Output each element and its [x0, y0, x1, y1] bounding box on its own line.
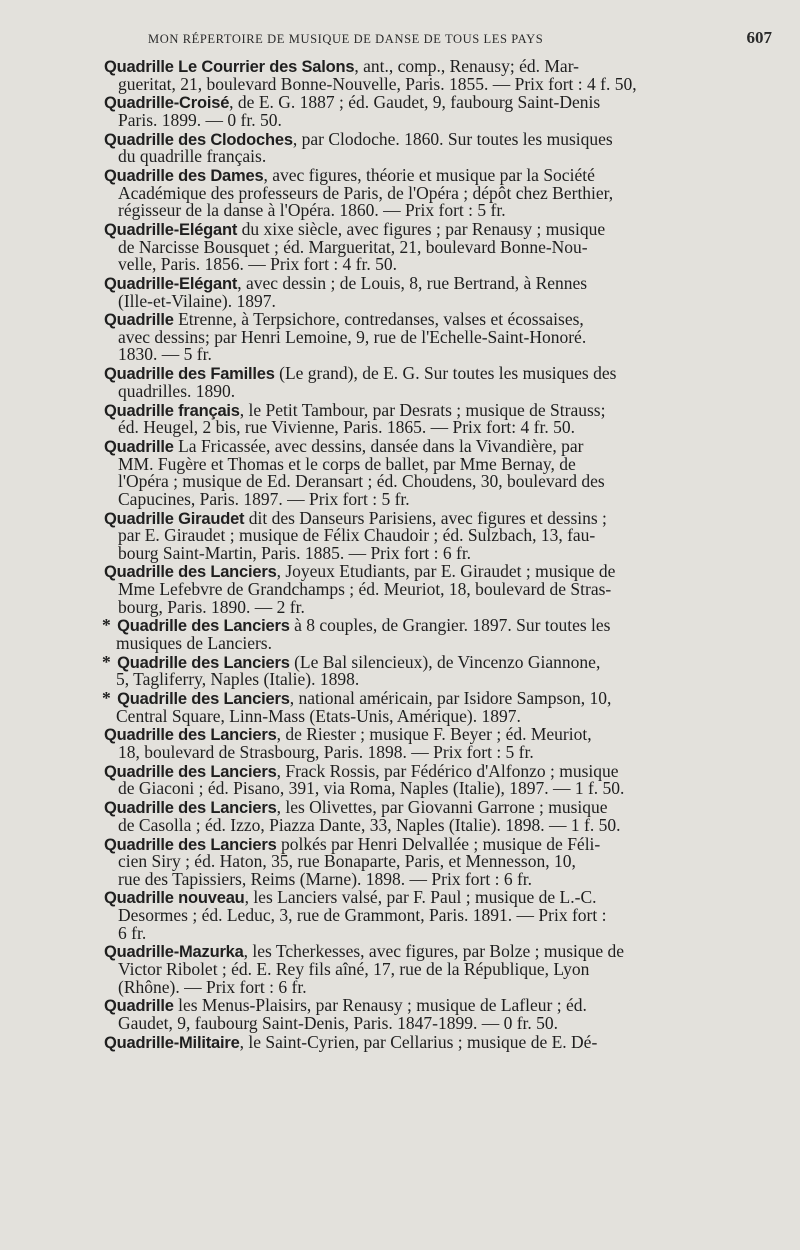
entry-text: Etrenne, à Terpsichore, contredanses, valses et écossaises, — [173, 309, 584, 330]
entry-headword: Quadrille des Lanciers — [104, 762, 277, 781]
entry-text: , avec dessin ; de Louis, 8, rue Bertrand, à Rennes — [237, 272, 588, 293]
page-number: 607 — [746, 28, 772, 47]
entry — [104, 365, 616, 400]
entry-first-line — [104, 58, 637, 76]
entry — [104, 1031, 598, 1052]
entry-continuation-line: (Rhône). — Prix fort : 6 fr. — [118, 976, 307, 997]
entry-headword: Quadrille des Lanciers — [104, 726, 277, 745]
entry-headword: Quadrille français — [104, 401, 240, 420]
entry-continuation-line: bourg, Paris. 1890. — 2 fr. — [118, 596, 305, 617]
entry-text: , avec figures, théorie et musique par la Société — [263, 165, 595, 186]
entry-text: La Fricassée, avec dessins, dansée dans la Vivandière, par — [173, 435, 584, 456]
entry-continuation-line: avec dessins; par Henri Lemoine, 9, rue de l'Echelle-Saint-Honoré. — [118, 326, 587, 347]
entry-continuation-line: 18, boulevard de Strasbourg, Paris. 1898. — Prix fort : 5 fr. — [118, 742, 534, 763]
entry-text: (Le grand), de E. G. Sur toutes les musiques des — [274, 363, 617, 384]
entry-headword: Quadrille — [104, 997, 174, 1016]
entry-headword: Quadrille — [104, 311, 174, 330]
entry — [102, 651, 601, 690]
entry-continuation-line: cien Siry ; éd. Haton, 35, rue Bonaparte, Paris, et Mennesson, 10, — [118, 851, 576, 872]
entry-continuation-line: de Narcisse Bousquet ; éd. Margueritat, 21, boulevard Bonne-Nou- — [118, 236, 588, 257]
entry-continuation-line: par E. Giraudet ; musique de Félix Chaudoir ; éd. Sulzbach, 13, fau- — [118, 525, 596, 546]
entry-continuation-line: Gaudet, 9, faubourg Saint-Denis, Paris. 1847-1899. — 0 fr. 50. — [118, 1012, 559, 1033]
entry — [104, 221, 605, 274]
entry — [104, 760, 625, 799]
entry-headword: Quadrille-Elégant — [104, 274, 238, 293]
entry-text: à 8 couples, de Grangier. 1897. Sur toutes les — [289, 615, 611, 636]
entry-headword: Quadrille des Lanciers — [117, 690, 290, 709]
entry-text: , Frack Rossis, par Fédérico d'Alfonzo ; musique — [276, 760, 619, 781]
entry-first-line — [104, 221, 605, 239]
entry-headword: Quadrille des Familles — [104, 365, 275, 384]
entry-continuation-line: l'Opéra ; musique de Ed. Deransart ; éd. Choudens, 30, boulevard des — [118, 471, 605, 492]
entry — [104, 563, 615, 616]
entry-continuation-line: gueritat, 21, boulevard Bonne-Nouvelle, Paris. 1855. — Prix fort : 4 f. 50, — [118, 73, 637, 94]
entry — [104, 943, 624, 996]
entry-continuation-line: Desormes ; éd. Leduc, 3, rue de Grammont, Paris. 1891. — Prix fort : — [118, 905, 607, 926]
entry-continuation-line: du quadrille français. — [118, 146, 267, 167]
entry-headword: Quadrille-Elégant — [104, 221, 238, 239]
asterisk-marker: * — [102, 651, 116, 672]
entry-first-line — [104, 272, 588, 293]
entry-continuation-line: de Giaconi ; éd. Pisano, 391, via Roma, Naples (Italie), 1897. — 1 f. 50. — [118, 778, 625, 799]
entry-continuation-line: régisseur de la danse à l'Opéra. 1860. — Prix fort : 5 fr. — [118, 200, 506, 221]
entry-text: , le Petit Tambour, par Desrats ; musique de Strauss; — [239, 399, 606, 420]
entry-continuation-line: éd. Heugel, 2 bis, rue Vivienne, Paris. 1865. — Prix fort: 4 fr. 50. — [118, 417, 575, 438]
entry-headword: Quadrille des Dames — [104, 167, 264, 186]
entry — [104, 58, 637, 93]
entry-continuation-line: 5, Tagliferry, Naples (Italie). 1898. — [116, 669, 360, 690]
running-title: MON RÉPERTOIRE DE MUSIQUE DE DANSE DE TOUS LES PAYS — [148, 32, 544, 46]
entry-headword: Quadrille des Lanciers — [117, 617, 290, 636]
entry-continuation-line: quadrilles. 1890. — [118, 380, 236, 401]
entry-headword: Quadrille-Mazurka — [104, 943, 244, 962]
entry-headword: Quadrille — [104, 437, 174, 456]
entry-text: les Menus-Plaisirs, par Renausy ; musique de Lafleur ; éd. — [173, 995, 587, 1016]
entry-continuation-line: Victor Ribolet ; éd. E. Rey fils aîné, 17, rue de la République, Lyon — [118, 958, 590, 979]
entry — [104, 272, 588, 311]
entry — [102, 690, 611, 725]
running-header — [148, 26, 772, 50]
entry-continuation-line: rue des Tapissiers, Reims (Marne). 1898. — Prix fort : 6 fr. — [118, 868, 533, 889]
entry-text: , les Tcherkesses, avec figures, par Bolze ; musique de — [243, 941, 625, 962]
entry-continuation-line: bourg Saint-Martin, Paris. 1885. — Prix fort : 6 fr. — [118, 542, 472, 563]
entry-continuation-line: Paris. 1899. — 0 fr. 50. — [118, 109, 282, 130]
entry-headword: Quadrille Le Courrier des Salons — [104, 58, 355, 76]
entry-continuation-line: 6 fr. — [118, 922, 147, 943]
entry-headword: Quadrille des Lanciers — [104, 835, 277, 854]
entry-text: , les Lanciers valsé, par F. Paul ; musique de L.-C. — [244, 887, 597, 908]
entry-continuation-line: de Casolla ; éd. Izzo, Piazza Dante, 33, Naples (Italie). 1898. — 1 f. 50. — [118, 814, 621, 835]
entry — [104, 167, 613, 220]
entry-text: polkés par Henri Delvallée ; musique de Féli- — [276, 833, 601, 854]
entry-text: , Joyeux Etudiants, par E. Giraudet ; musique de — [276, 561, 616, 582]
entry — [104, 833, 601, 889]
entry — [102, 617, 611, 652]
entry — [104, 399, 606, 438]
entry-headword: Quadrille-Militaire — [104, 1033, 240, 1052]
entry-text: , par Clodoche. 1860. Sur toutes les musiques — [292, 128, 613, 149]
entry-headword: Quadrille-Croisé — [104, 94, 230, 113]
entry-continuation-line: musiques de Lanciers. — [116, 632, 272, 653]
entry-text: du xixe siècle, avec figures ; par Renausy ; musique — [237, 219, 606, 239]
entry-first-line — [104, 435, 605, 456]
entry — [104, 507, 607, 563]
entry — [104, 997, 587, 1032]
entry-first-line — [104, 167, 613, 185]
entry — [104, 726, 592, 761]
entry-text: dit des Danseurs Parisiens, avec figures et dessins ; — [244, 507, 607, 528]
entry-text: , ant., comp., Renausy; éd. Mar- — [354, 56, 580, 76]
entry-text: , de E. G. 1887 ; éd. Gaudet, 9, faubourg Saint-Denis — [229, 92, 601, 113]
entry-continuation-line: Central Square, Linn-Mass (Etats-Unis, Amérique). 1897. — [116, 705, 521, 726]
entry-headword: Quadrille des Lanciers — [104, 563, 277, 582]
entry — [104, 435, 605, 509]
entry — [104, 311, 586, 364]
entry-continuation-line: Capucines, Paris. 1897. — Prix fort : 5 fr. — [118, 488, 410, 509]
entry-continuation-line: (Ille-et-Vilaine). 1897. — [118, 290, 276, 311]
entry — [104, 889, 606, 942]
entry-headword: Quadrille des Lanciers — [117, 653, 290, 672]
entry-text: , les Olivettes, par Giovanni Garrone ; musique — [276, 797, 608, 818]
entry-text: , le Saint-Cyrien, par Cellarius ; musique de E. Dé- — [239, 1031, 598, 1052]
entry-text: (Le Bal silencieux), de Vincenzo Giannone, — [289, 651, 601, 672]
entry-continuation-line: MM. Fugère et Thomas et le corps de ballet, par Mme Bernay, de — [118, 453, 576, 474]
entry-continuation-line: velle, Paris. 1856. — Prix fort : 4 fr. 50. — [118, 254, 398, 275]
entry-headword: Quadrille des Lanciers — [104, 799, 277, 818]
entry — [104, 94, 600, 129]
entry-first-line — [104, 1031, 598, 1052]
entry-headword: Quadrille nouveau — [104, 889, 245, 908]
entry — [104, 128, 613, 167]
entry-headword: Quadrille des Clodoches — [104, 130, 293, 149]
entry-headword: Quadrille Giraudet — [104, 509, 245, 528]
asterisk-marker: * — [102, 615, 116, 636]
entry-text: , de Riester ; musique F. Beyer ; éd. Meuriot, — [276, 724, 592, 745]
asterisk-marker: * — [102, 688, 116, 709]
entry-continuation-line: Mme Lefebvre de Grandchamps ; éd. Meuriot, 18, boulevard de Stras- — [118, 579, 612, 600]
entry-continuation-line: 1830. — 5 fr. — [118, 344, 212, 365]
entry — [104, 799, 620, 834]
entry-continuation-line: Académique des professeurs de Paris, de l'Opéra ; dépôt chez Berthier, — [118, 182, 614, 203]
entry-text: , national américain, par Isidore Sampson, 10, — [289, 688, 612, 709]
